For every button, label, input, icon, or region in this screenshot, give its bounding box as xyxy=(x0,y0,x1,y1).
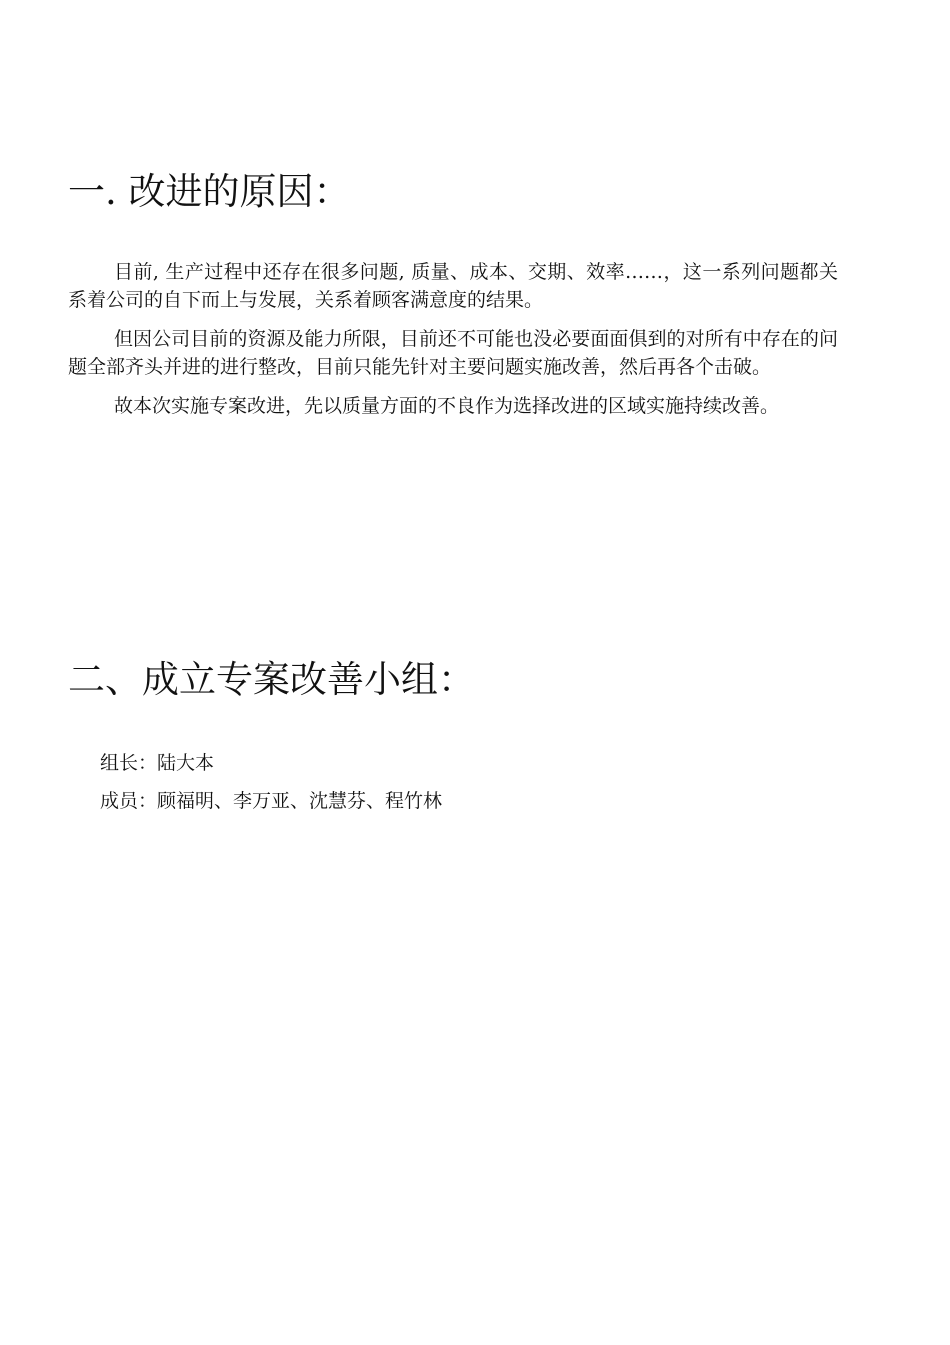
team-leader-line: 组长：陆大本 xyxy=(100,752,215,774)
section-1-paragraph-2: 但因公司目前的资源及能力所限，目前还不可能也没必要面面俱到的对所有中存在的问题全部齐头并进的进行整改，目前只能先针对主要问题实施改善，然后再各个击破。 xyxy=(68,328,838,378)
section-2-heading: 二、成立专案改善小组： xyxy=(68,658,475,701)
team-members-list xyxy=(100,748,800,824)
section-1-paragraph-1: 目前, 生产过程中还存在很多问题, 质量、成本、交期、效率……，这一系列问题都关系着公司的自下而上与发展，关系着顾客满意度的结果。 xyxy=(68,261,838,311)
section-1-body xyxy=(68,258,838,431)
section-1-heading: 一. 改进的原因： xyxy=(68,170,351,213)
team-members-line: 成员：顾福明、李万亚、沈慧芬、程竹林 xyxy=(100,790,443,812)
section-1-paragraph-3: 故本次实施专案改进，先以质量方面的不良作为选择改进的区域实施持续改善。 xyxy=(114,395,780,417)
